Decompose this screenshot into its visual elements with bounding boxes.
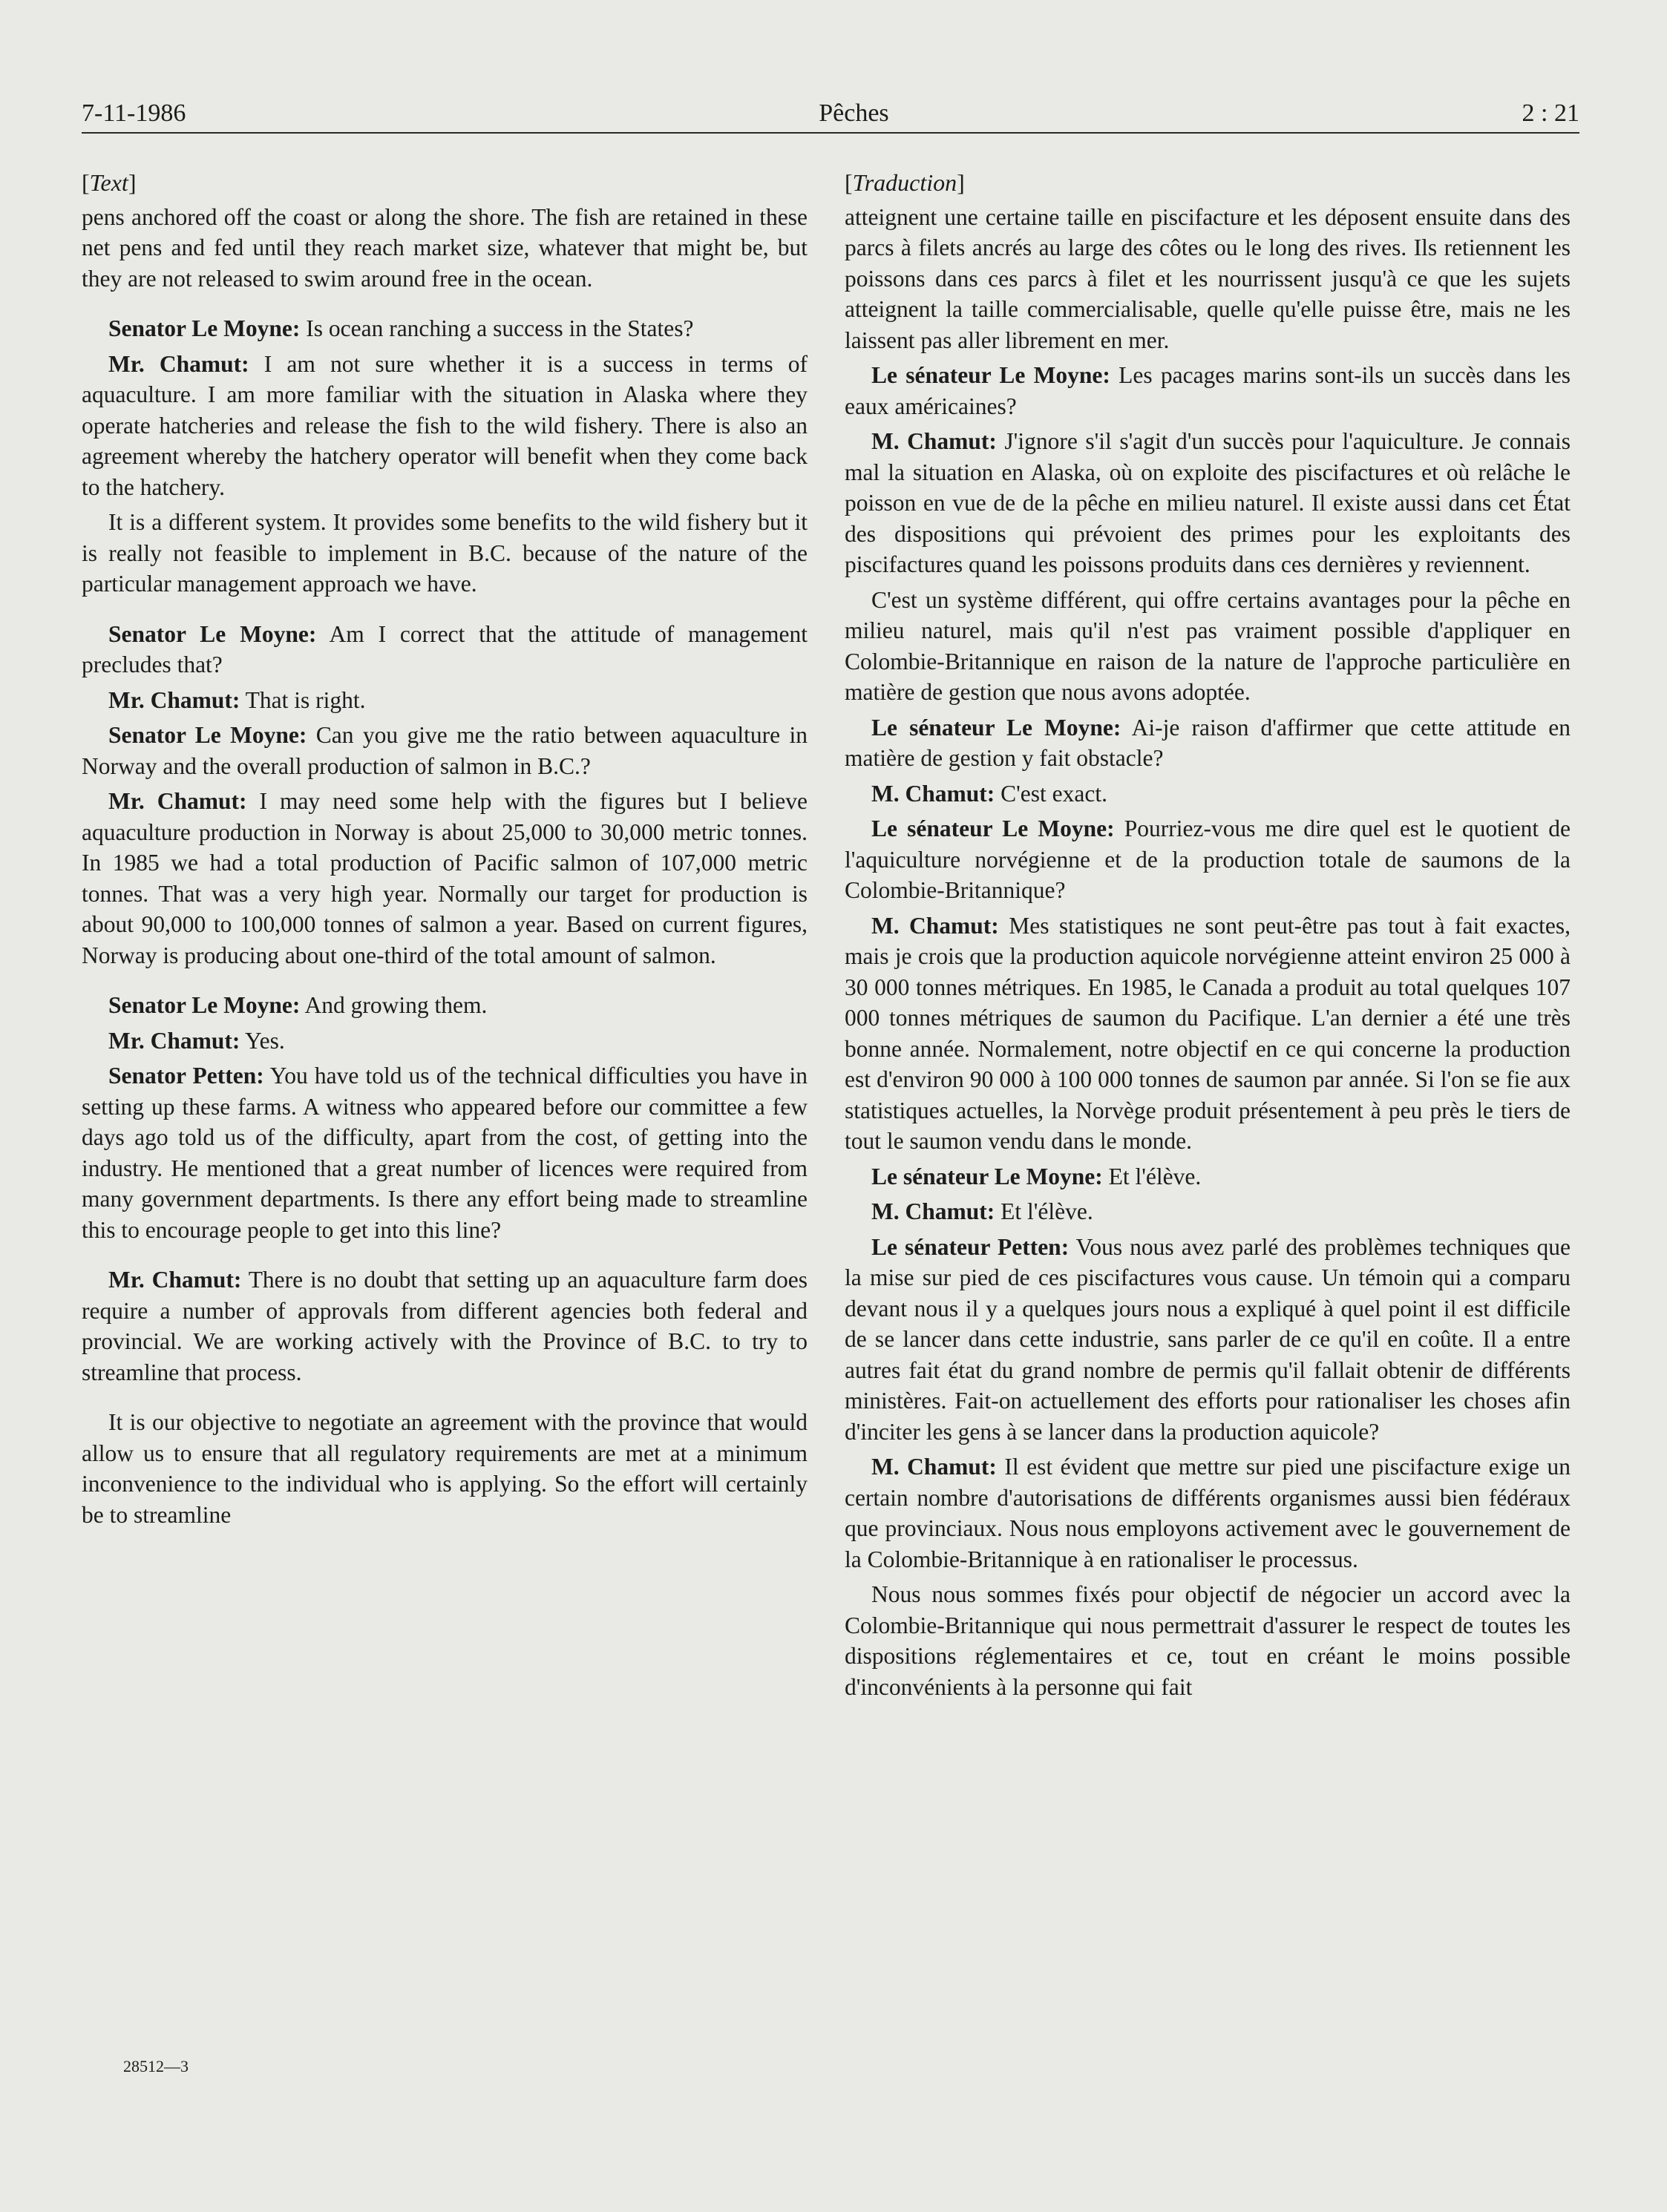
- paragraph: C'est un système différent, qui offre certains avantages pour la pêche en milieu naturel, mais qu'il n'est pas vraiment possible d'appliquer en Colombie-Britannique en raison de la nature de l'approche particulière en matière de gestion que nous avons adoptée.: [845, 586, 1571, 705]
- paragraph: Senator Le Moyne: Can you give me the ratio between aquaculture in Norway and the overall production of salmon in B.C.?: [82, 722, 808, 779]
- right-column-french: [845, 168, 1571, 1702]
- header-date: 7-11-1986: [82, 99, 186, 127]
- paragraph: It is a different system. It provides some benefits to the wild fishery but it is really not feasible to implement in B.C. because of the nature of the particular management approach we have.: [82, 509, 808, 597]
- header-title: Pêches: [819, 99, 889, 127]
- paragraph: Mr. Chamut: That is right.: [108, 686, 366, 713]
- paragraph: Senator Petten: You have told us of the technical difficulties you have in setting up these farms. A witness who appeared before our committee a few days ago told us of the difficulty, apart from the cost, of getting into the industry. He mentioned that a great number of licences were required from many government departments. Is there any effort being made to streamline this to encourage people to get into this line?: [82, 1063, 808, 1243]
- paragraph: Mr. Chamut: I may need some help with the figures but I believe aquaculture production in Norway is about 25,000 to 30,000 metric tonnes. In 1985 we had a total production of Pacific salmon of 107,000 metric tonnes. That was a very high year. Normally our target for production is about 90,000 to 100,000 tonnes of salmon a year. Based on current figures, Norway is producing about one-third of the total amount of salmon.: [82, 788, 808, 968]
- left-paragraphs: [82, 202, 808, 1531]
- paragraph: M. Chamut: Il est évident que mettre sur pied une piscifacture exige un certain nombre d'autorisations de différents organismes aussi bien fédéraux que provinciaux. Nous nous employons activement avec le gouvernement de la Colombie-Britannique à en rationaliser le processus.: [845, 1454, 1571, 1572]
- paragraph: M. Chamut: C'est exact.: [871, 780, 1107, 807]
- paragraph: Mr. Chamut: I am not sure whether it is a success in terms of aquaculture. I am more familiar with the situation in Alaska where they operate hatcheries and release the fish to the wild fishery. There is also an agreement whereby the hatchery operator will benefit when they come back to the hatchery.: [82, 350, 808, 500]
- paragraph: Le sénateur Le Moyne: Ai-je raison d'affirmer que cette attitude en matière de gestion y fait obstacle?: [845, 714, 1571, 771]
- paragraph: M. Chamut: J'ignore s'il s'agit d'un succès pour l'aquiculture. Je connais mal la situation en Alaska, où on exploite des piscifactures et où relâche le poisson en vue de de la pêche en milieu naturel. Il existe aussi dans cet État des dispositions qui prévoient des primes pour les exploitants des piscifactures quand les poissons produits dans ces dernières y reviennent.: [845, 428, 1571, 577]
- header-page-number: 2 : 21: [1522, 99, 1579, 127]
- paragraph: Senator Le Moyne: Am I correct that the attitude of management precludes that?: [82, 620, 808, 677]
- paragraph: Nous nous sommes fixés pour objectif de négocier un accord avec la Colombie-Britannique qui nous permettrait d'assurer le respect de toutes les dispositions réglementaires et ce, tout en créant le moins possible d'inconvénients à la personne qui fait: [845, 1581, 1571, 1700]
- paragraph: Senator Le Moyne: Is ocean ranching a success in the States?: [108, 315, 694, 341]
- paragraph: Le sénateur Petten: Vous nous avez parlé des problèmes techniques que la mise sur pied de ces piscifactures vous cause. Un témoin qui a comparu devant nous il y a quelques jours nous a expliqué à quel point il est difficile de se lancer dans cette industrie, sans parler de ce qu'il en coûte. Il a entre autres fait état du grand nombre de permis qu'il fallait obtenir de différents ministères. Fait-on actuellement des efforts pour rationaliser les choses afin d'inciter les gens à se lancer dans la production aquicole?: [845, 1233, 1571, 1445]
- paragraph: Le sénateur Le Moyne: Et l'élève.: [871, 1163, 1202, 1189]
- paragraph: Senator Le Moyne: And growing them.: [108, 992, 488, 1018]
- paragraph: pens anchored off the coast or along the shore. The fish are retained in these net pens and fed until they reach market size, whatever that might be, but they are not released to swim around free in the ocean.: [82, 203, 808, 292]
- right-paragraphs: [845, 202, 1571, 1703]
- left-column-english: [82, 168, 808, 1530]
- page-header: [82, 93, 1579, 134]
- paragraph: It is our objective to negotiate an agreement with the province that would allow us to ensure that all regulatory requirements are met at a minimum inconvenience to the individual who is applying. So the effort will certainly be to streamline: [82, 1409, 808, 1528]
- paragraph: Mr. Chamut: Yes.: [108, 1027, 285, 1054]
- paragraph: M. Chamut: Mes statistiques ne sont peut-être pas tout à fait exactes, mais je crois que la production aquicole norvégienne atteint environ 25 000 à 30 000 tonnes métriques. En 1985, le Canada a produit au total quelques 107 000 tonnes métriques de saumon du Pacifique. L'an dernier a été une très bonne année. Normalement, notre objectif en ce qui concerne la production est d'environ 90 000 à 100 000 tonnes de saumon par année. Si l'on se fie aux statistiques actuelles, la Norvège produit présentement à peu près le tiers de tout le saumon vendu dans le monde.: [845, 912, 1571, 1154]
- paragraph: atteignent une certaine taille en piscifacture et les déposent ensuite dans des parcs à filets ancrés au large des côtes ou le long des rives. Ils retiennent les poissons dans ces parcs à filet et les nourrissent jusqu'à ce que les sujets atteignent la taille commercialisable, quelle qu'elle puisse être, mais ne les laissent pas aller librement en mer.: [845, 203, 1571, 353]
- paragraph: M. Chamut: Et l'élève.: [871, 1198, 1093, 1224]
- language-label-text: [Text]: [82, 169, 137, 196]
- language-label-traduction: [Traduction]: [845, 169, 965, 196]
- paragraph: Le sénateur Le Moyne: Pourriez-vous me dire quel est le quotient de l'aquiculture norvégienne et de la production totale de saumons de la Colombie-Britannique?: [845, 815, 1571, 903]
- paragraph: Le sénateur Le Moyne: Les pacages marins sont-ils un succès dans les eaux américaines?: [845, 362, 1571, 419]
- paragraph: Mr. Chamut: There is no doubt that setting up an aquaculture farm does require a number of approvals from different agencies both federal and provincial. We are working actively with the Province of B.C. to try to streamline that process.: [82, 1267, 808, 1385]
- printing-code: 28512—3: [123, 2057, 189, 2075]
